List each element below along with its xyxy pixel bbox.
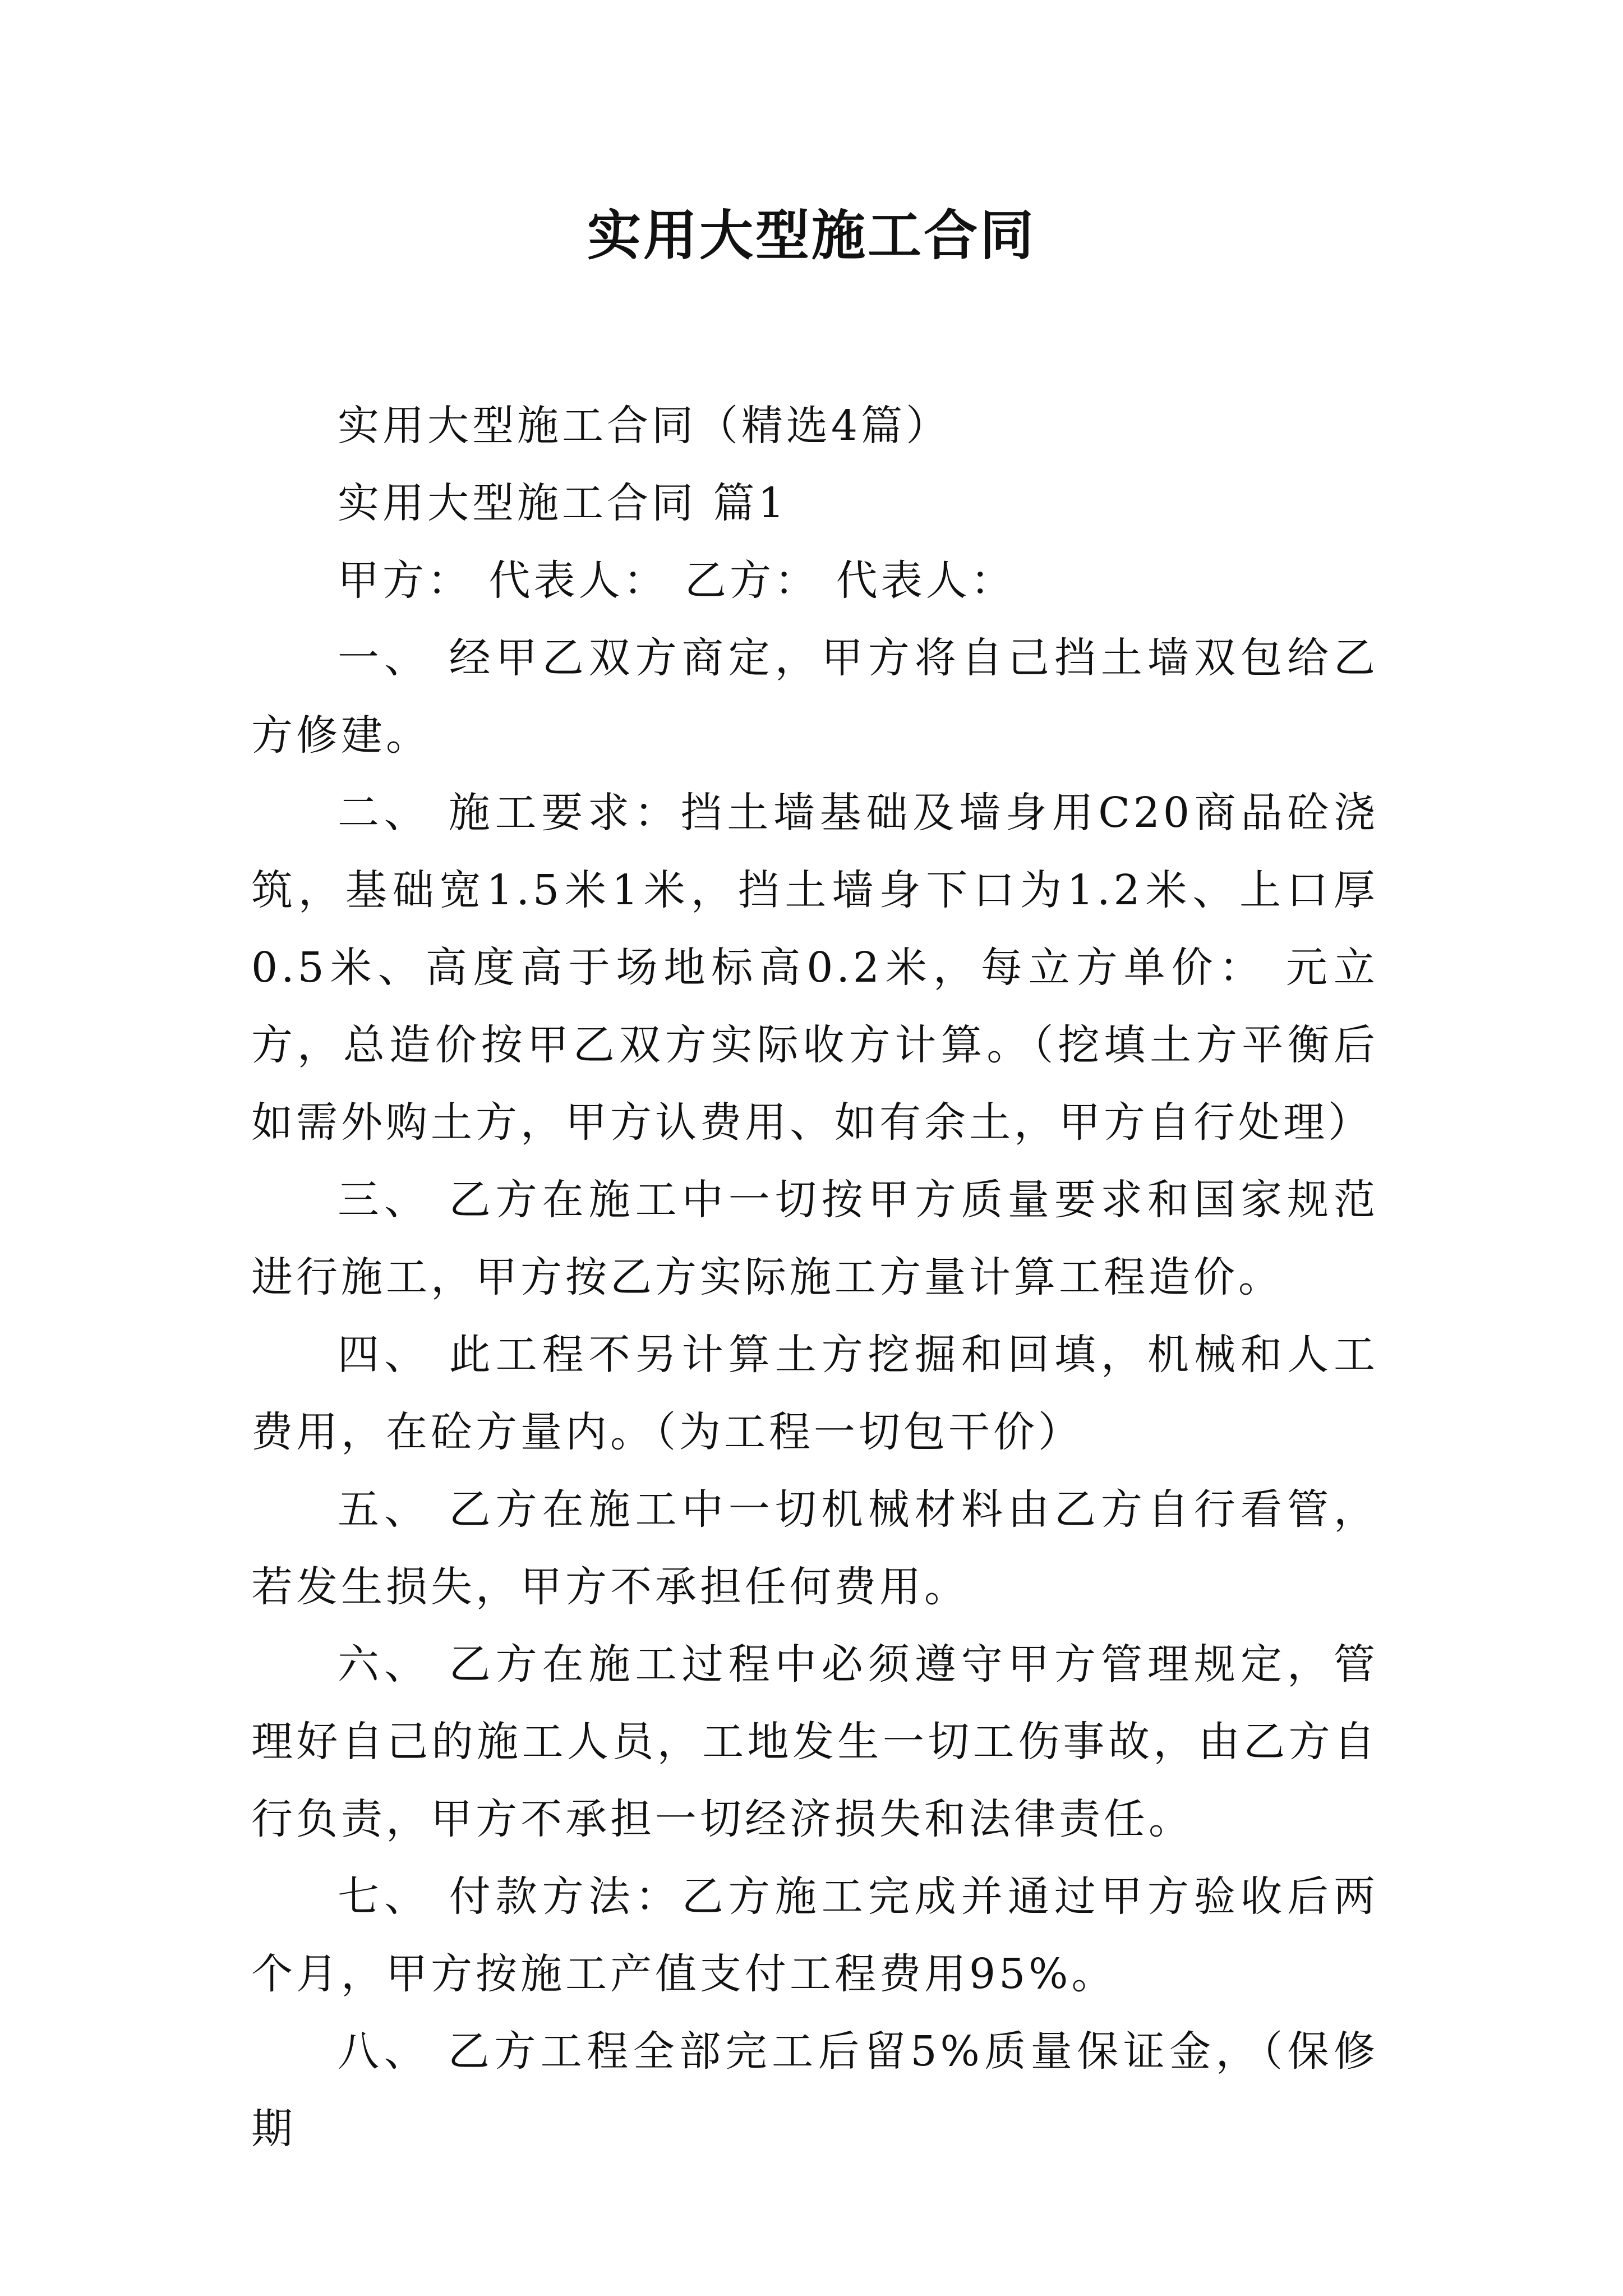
paragraph-collection-title: 实用大型施工合同（精选4篇） xyxy=(338,402,951,450)
paragraph-clause-3: 三、 乙方在施工中一切按甲方质量要求和国家规范进行施工，甲方按乙方实际施工方量计算工程造价。 xyxy=(251,1176,1378,1301)
paragraph-clause-6: 六、 乙方在施工过程中必须遵守甲方管理规定，管理好自己的施工人员，工地发生一切工伤事故，由乙方自行负责，甲方不承担一切经济损失和法律责任。 xyxy=(251,1640,1378,1843)
paragraph-clause-4: 四、 此工程不另计算土方挖掘和回填，机械和人工费用，在砼方量内。（为工程一切包干价） xyxy=(251,1331,1378,1456)
document-body xyxy=(251,387,1378,2168)
paragraph-clause-1: 一、 经甲乙双方商定，甲方将自己挡土墙双包给乙方修建。 xyxy=(251,634,1378,760)
paragraph-clause-5: 五、 乙方在施工中一切机械材料由乙方自行看管，若发生损失，甲方不承担任何费用。 xyxy=(251,1485,1378,1611)
paragraph-section-heading: 实用大型施工合同 篇1 xyxy=(338,479,788,527)
paragraph-clause-2: 二、 施工要求：挡土墙基础及墙身用C20商品砼浇筑，基础宽1.5米1米，挡土墙身下口为1.2米、上口厚0.5米、高度高于场地标高0.2米，每立方单价： 元立方，总造价按甲乙双方实际收方计算。（挖填土方平衡后如需外购土方，甲方认费用、如有余土，甲方自行处理） xyxy=(251,789,1378,1147)
paragraph-clause-8: 八、 乙方工程全部完工后留5%质量保证金，（保修期 xyxy=(251,2027,1378,2153)
document-title: 实用大型施工合同 xyxy=(587,204,1036,267)
paragraph-parties: 甲方： 代表人： 乙方： 代表人： xyxy=(338,556,1016,605)
paragraph-clause-7: 七、 付款方法：乙方施工完成并通过甲方验收后两个月，甲方按施工产值支付工程费用95%。 xyxy=(251,1872,1378,1998)
